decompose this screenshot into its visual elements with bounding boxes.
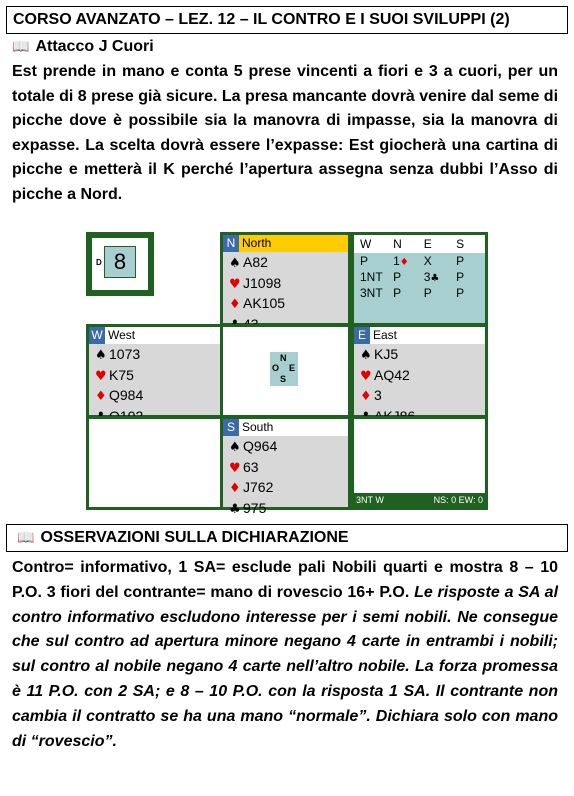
north-name: North — [242, 236, 272, 250]
west-hand — [86, 324, 223, 418]
analysis-paragraph: Est prende in mano e conta 5 prese vincenti a fiori e 3 a cuori, per un totale di 8 prese già sicure. La presa mancante dovrà venire dal seme di picche dove è possibile sia la manovra di impasse, sia la manovra di expasse. La scelta dovrà essere l’expasse: Est giocherà una cartina di picche e metterà il K perché l’apertura assegna senza dubbi l’Asso di picche a Nord. — [12, 63, 559, 203]
heart-icon: ♥ — [360, 368, 372, 384]
section-header — [6, 524, 568, 552]
bid-cell: P — [456, 254, 465, 268]
book-icon: 📖 — [17, 530, 35, 546]
north-cards — [229, 253, 285, 335]
east-name: East — [373, 328, 398, 342]
diamond-icon: ♦ — [95, 389, 107, 404]
heart-icon: ♥ — [229, 276, 241, 292]
east-cards — [360, 345, 415, 427]
board-number: 8 — [104, 246, 136, 278]
west-spades: 1073 — [109, 346, 141, 362]
west-diamonds: Q984 — [109, 387, 144, 403]
compass-n: N — [280, 353, 287, 363]
spade-icon: ♠ — [360, 348, 372, 363]
section-title: OSSERVAZIONI SULLA DICHIARAZIONE — [40, 529, 349, 546]
empty-cell-sw — [86, 416, 223, 510]
result-contract: 3NT W — [356, 495, 384, 505]
west-name: West — [108, 328, 136, 342]
east-badge: E — [354, 327, 370, 344]
table-center — [220, 324, 351, 418]
south-spades: Q964 — [243, 438, 278, 454]
south-name: South — [242, 420, 274, 434]
opening-lead — [12, 36, 154, 58]
bid-cell-3c: 3♣ — [423, 270, 440, 284]
diamond-icon: ♦ — [360, 389, 372, 404]
south-clubs: 975 — [243, 499, 267, 516]
bid-cell: P — [393, 286, 402, 300]
north-diamonds: AK105 — [243, 295, 286, 311]
bid-cell: P — [456, 286, 465, 300]
compass-s: S — [280, 374, 287, 384]
club-icon: ♣ — [229, 501, 241, 517]
west-cards — [95, 345, 143, 427]
page-header — [6, 6, 568, 34]
south-diamonds: J762 — [243, 479, 274, 495]
bid-cell: P — [360, 254, 369, 268]
club-icon: ♣ — [430, 273, 440, 284]
result-bar — [354, 493, 485, 507]
spade-icon: ♠ — [229, 256, 241, 271]
bid-cell-1d: 1♦ — [393, 254, 409, 268]
bid-header-w: W — [360, 237, 372, 251]
heart-icon: ♥ — [95, 368, 107, 384]
west-badge: W — [89, 327, 105, 344]
north-hand — [220, 232, 351, 326]
diamond-icon: ♦ — [399, 257, 409, 268]
north-spades: A82 — [243, 254, 268, 270]
east-hand — [351, 324, 488, 418]
result-score: NS: 0 EW: 0 — [433, 495, 483, 505]
bid-header-e: E — [423, 237, 432, 251]
compass — [270, 352, 298, 386]
north-label — [223, 235, 348, 252]
page-title: CORSO AVANZATO – LEZ. 12 – IL CONTRO E I SUOI SVILUPPI (2) — [13, 11, 510, 28]
south-cards — [229, 437, 277, 519]
heart-icon: ♥ — [229, 460, 241, 476]
west-hearts: K75 — [109, 366, 134, 383]
bidding-table — [356, 235, 485, 301]
south-hearts: 63 — [243, 458, 259, 475]
compass-o: O — [272, 363, 280, 373]
opening-lead-label: Attacco J Cuori — [35, 38, 154, 55]
south-label — [223, 419, 348, 436]
south-badge: S — [223, 419, 239, 436]
compass-e: E — [289, 363, 296, 373]
bid-cell: 1NT — [360, 270, 383, 284]
observations-bold: Contro= informativo, 1 SA= esclude pali Nobili quarti e mostra 8 – 10 P.O. 3 fiori del contrante= mano di rovescio 16+ P.O. — [12, 559, 558, 601]
bid-cell: X — [423, 254, 432, 268]
east-label — [354, 327, 485, 344]
bid-cell: P — [423, 286, 432, 300]
board-cell — [86, 232, 220, 326]
bid-header-n: N — [393, 237, 402, 251]
spade-icon: ♠ — [95, 348, 107, 363]
dealer-marker: D — [96, 258, 102, 267]
bid-cell: P — [456, 270, 465, 284]
result-cell — [351, 416, 488, 510]
diamond-icon: ♦ — [229, 297, 241, 312]
diamond-icon: ♦ — [229, 481, 241, 496]
bidding-box — [351, 232, 488, 326]
bid-header-s: S — [456, 237, 465, 251]
north-hearts: J1098 — [243, 274, 282, 291]
north-badge: N — [223, 235, 239, 252]
south-hand — [220, 416, 351, 517]
west-label — [89, 327, 220, 344]
observations-italic: Le risposte a SA al contro informativo escludono interesse per i semi nobili. Ne consegue che sul contro ad apertura minore negano 4 carte in entrambi i nobili; sul contro al nobile negano 4 carte nell’altro nobile. La forza promessa è 11 P.O. con 2 SA; e 8 – 10 P.O. con la risposta 1 SA. Il contrante non cambia il contratto se ha una mano “normale”. Dichiara solo con mano di “rovescio”. — [12, 583, 559, 750]
bid-cell: P — [393, 270, 402, 284]
east-hearts: AQ42 — [374, 366, 410, 383]
bid-cell: 3NT — [360, 286, 383, 300]
bridge-diagram — [86, 232, 488, 517]
spade-icon: ♠ — [229, 440, 241, 455]
book-icon: 📖 — [12, 39, 30, 55]
east-diamonds: 3 — [374, 387, 382, 403]
observations-paragraph — [12, 556, 558, 754]
east-spades: KJ5 — [374, 346, 399, 362]
